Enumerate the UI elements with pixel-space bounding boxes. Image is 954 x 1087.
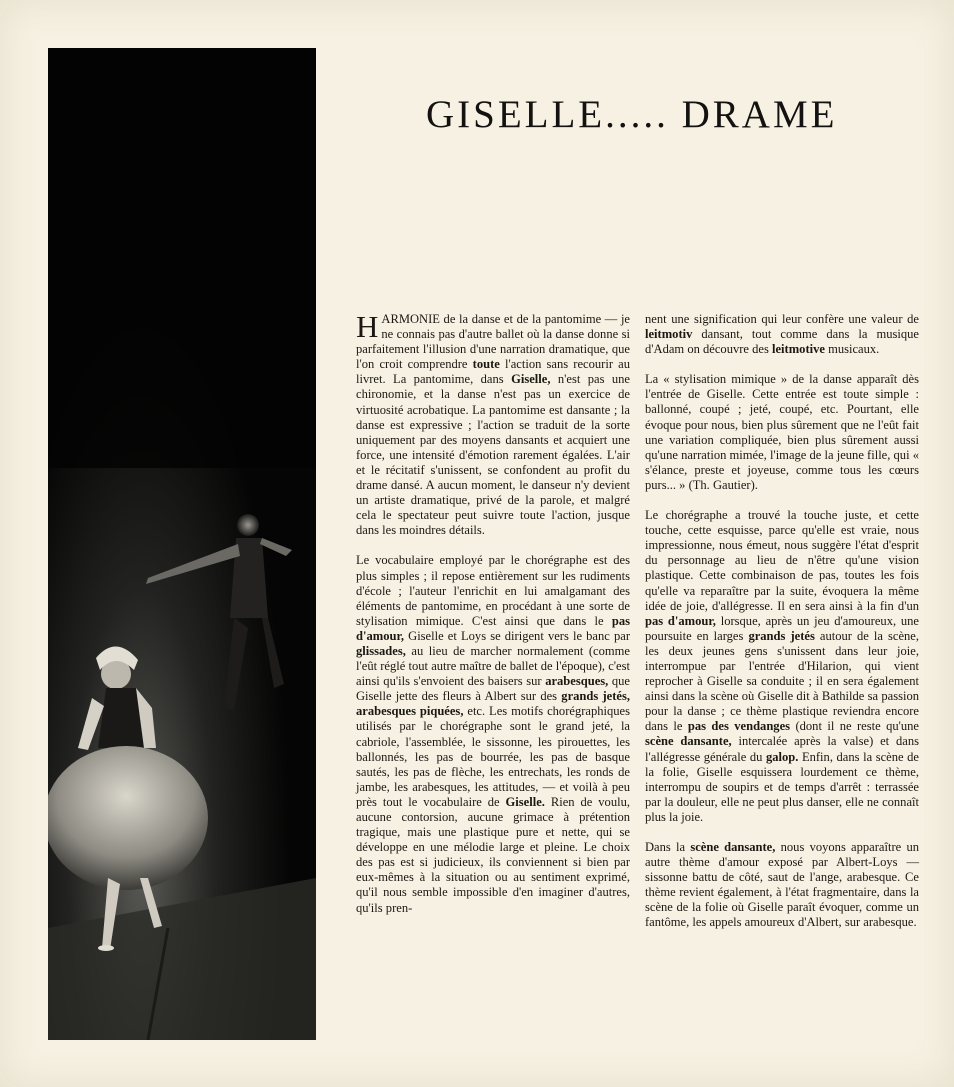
bold-term: arabesques, (545, 674, 609, 689)
text-run: dansant, tout comme dans la musique d'Adam on découvre des (645, 327, 919, 357)
ballet-photo-icon (48, 48, 316, 1040)
bold-term: scène dansante, (645, 734, 732, 749)
bold-term: leitmotive (772, 342, 825, 357)
bold-term: Giselle, (511, 372, 551, 387)
paragraph (645, 372, 919, 493)
paragraph (645, 312, 919, 357)
paragraph (645, 840, 919, 931)
text-run: Rien de voulu, aucune contorsion, aucune grimace à prétention tragique, mais une plastique pure et nette, qui se développe en une mélodie large et pleine. Le choix des pas est si judicieux, ils conviennent si bien par eux-mêmes à la situation ou au sentiment exprimé, qu'il nous semble impossible d'en imaginer d'autres, qu'ils pren- (356, 794, 630, 915)
bold-term: toute (472, 357, 500, 372)
drop-cap: H (356, 309, 379, 344)
text-column-right (645, 312, 919, 931)
paragraph (645, 508, 919, 825)
paragraph (356, 309, 630, 538)
bold-term: grands jetés, arabesques piquées, (356, 689, 630, 719)
text-run: (dont il ne reste qu'une (790, 719, 919, 734)
text-run: intercalée après la valse) et dans l'allégresse générale du (645, 734, 919, 764)
bold-term: galop. (765, 749, 799, 764)
paragraph (356, 553, 630, 915)
text-run: etc. Les motifs chorégraphiques utilisés par le chorégraphe sont le grand jeté, la cabriole, l'assemblée, le sissonne, les pirouettes, les ballonnés, les pas de bourrée, les pas de basque sautés, les pas de flèche, les entrechats, les ronds de jambe, les arabesques, les attitudes, — et voilà à peu près tout le vocabulaire de (356, 704, 630, 809)
text-run: que Giselle jette des fleurs à Albert sur des (356, 674, 630, 704)
text-run: Giselle et Loys se dirigent vers le banc par (404, 628, 630, 643)
bold-term: Giselle. (505, 794, 545, 809)
ballet-photograph (48, 48, 316, 1040)
text-run: au lieu de marcher normalement (comme l'eût réglé tout autre maître de ballet de l'époque), c'est ainsi qu'ils s'envoient des baisers sur (356, 643, 630, 689)
text-run: musicaux. (824, 342, 880, 357)
text-run: Dans la (645, 840, 691, 854)
text-run: autour de la scène, les deux jeunes gens s'unissent dans leur joie, interrompue par l'entrée d'Hilarion, qui vient reprocher à Giselle sa conduite ; il en sera également ainsi dans la scène où Giselle dit à Bathilde sa passion pour la danse ; ce thème plastique reviendra encore dans le (645, 628, 919, 734)
text-run: Enfin, dans la scène de la folie, Giselle esquissera lourdement ce thème, interrompu de soupirs et de temps d'arrêt : terrassée par la douleur, elle ne peut plus danser, elle ne connaît plus la joie. (645, 749, 919, 824)
bold-term: leitmotiv (645, 327, 693, 342)
text-run: nent une signification qui leur confère une valeur de (645, 312, 919, 326)
text-run: nous voyons apparaître un autre thème d'amour exposé par Albert-Loys — sissonne battu de côté, saut de l'ange, arabesque. Ce thème revient également, à l'état fragmentaire, dans la scène de la folie où Giselle paraît évoquer, comme un fantôme, les appels amoureux d'Albert, sur arabesque. (645, 840, 919, 930)
bold-term: scène dansante, (690, 840, 776, 854)
text-run: ARMONIE de la danse et de la pantomime — je ne connais pas d'autre ballet où la danse donne si parfaitement l'illusion d'une narration dramatique, que l'on croit comprendre (356, 312, 630, 372)
text-run: lorsque, après un jeu d'amoureux, une poursuite en larges (645, 613, 920, 643)
bold-term: pas des vendanges (687, 719, 791, 734)
bold-term: grands jetés (748, 628, 815, 643)
bold-term: pas d'amour, (356, 613, 630, 643)
text-column-left (356, 309, 630, 916)
text-run: Le vocabulaire employé par le chorégraphe est des plus simples ; il repose entièrement sur les rudiments d'école ; l'auteur l'enrichit en lui amalgamant des éléments de pantomime, en procédant à une sorte de stylisation mimique. C'est ainsi que dans le (356, 553, 630, 628)
text-run: l'action sans recourir au livret. La pantomime, dans (356, 357, 630, 387)
bold-term: glissades, (356, 643, 406, 658)
text-run: La « stylisation mimique » de la danse apparaît dès l'entrée de Giselle. Cette entrée est toute simple : ballonné, coupé ; jeté, coupé, etc. Pourtant, elle évoque pour nous, bien plus sûrement que ne l'eût fait une variation compliquée, bien plus sûrement aussi qu'une narration mimée, l'image de la jeune fille, qui « s'élance, preste et joyeuse, comme tous les cœurs purs... » (Th. Gautier). (645, 372, 919, 492)
text-run: n'est pas une chironomie, et la danse n'est pas un exercice de virtuosité acrobatique. La pantomime est dansante ; la danse est expressive ; l'action se traduit de la sorte uniquement par des moyens dansants et acquiert une force, une intensité d'émotion rarement égalées. L'air et le récitatif s'unissent, se confondent au profit du drame dansé. A aucun moment, le danseur n'y devient un artiste dramatique, privé de la parole, et malgré cela le spectateur peut suivre toute l'action, jusque dans les moindres détails. (356, 372, 630, 538)
text-run: Le chorégraphe a trouvé la touche juste, et cette touche, cette esquisse, parce qu'elle est vraie, nous impressionne, nous émeut, nous suggère l'état d'esprit du personnage au lieu de n'être qu'une vision plastique. Cette combinaison de pas, toutes les fois qu'elle va reparaître par la suite, évoquera la même idée de joie, d'allégresse. Il en sera ainsi à la fin d'un (645, 508, 919, 613)
page-title: GISELLE..... DRAME (426, 93, 838, 136)
bold-term: pas d'amour, (645, 613, 716, 628)
